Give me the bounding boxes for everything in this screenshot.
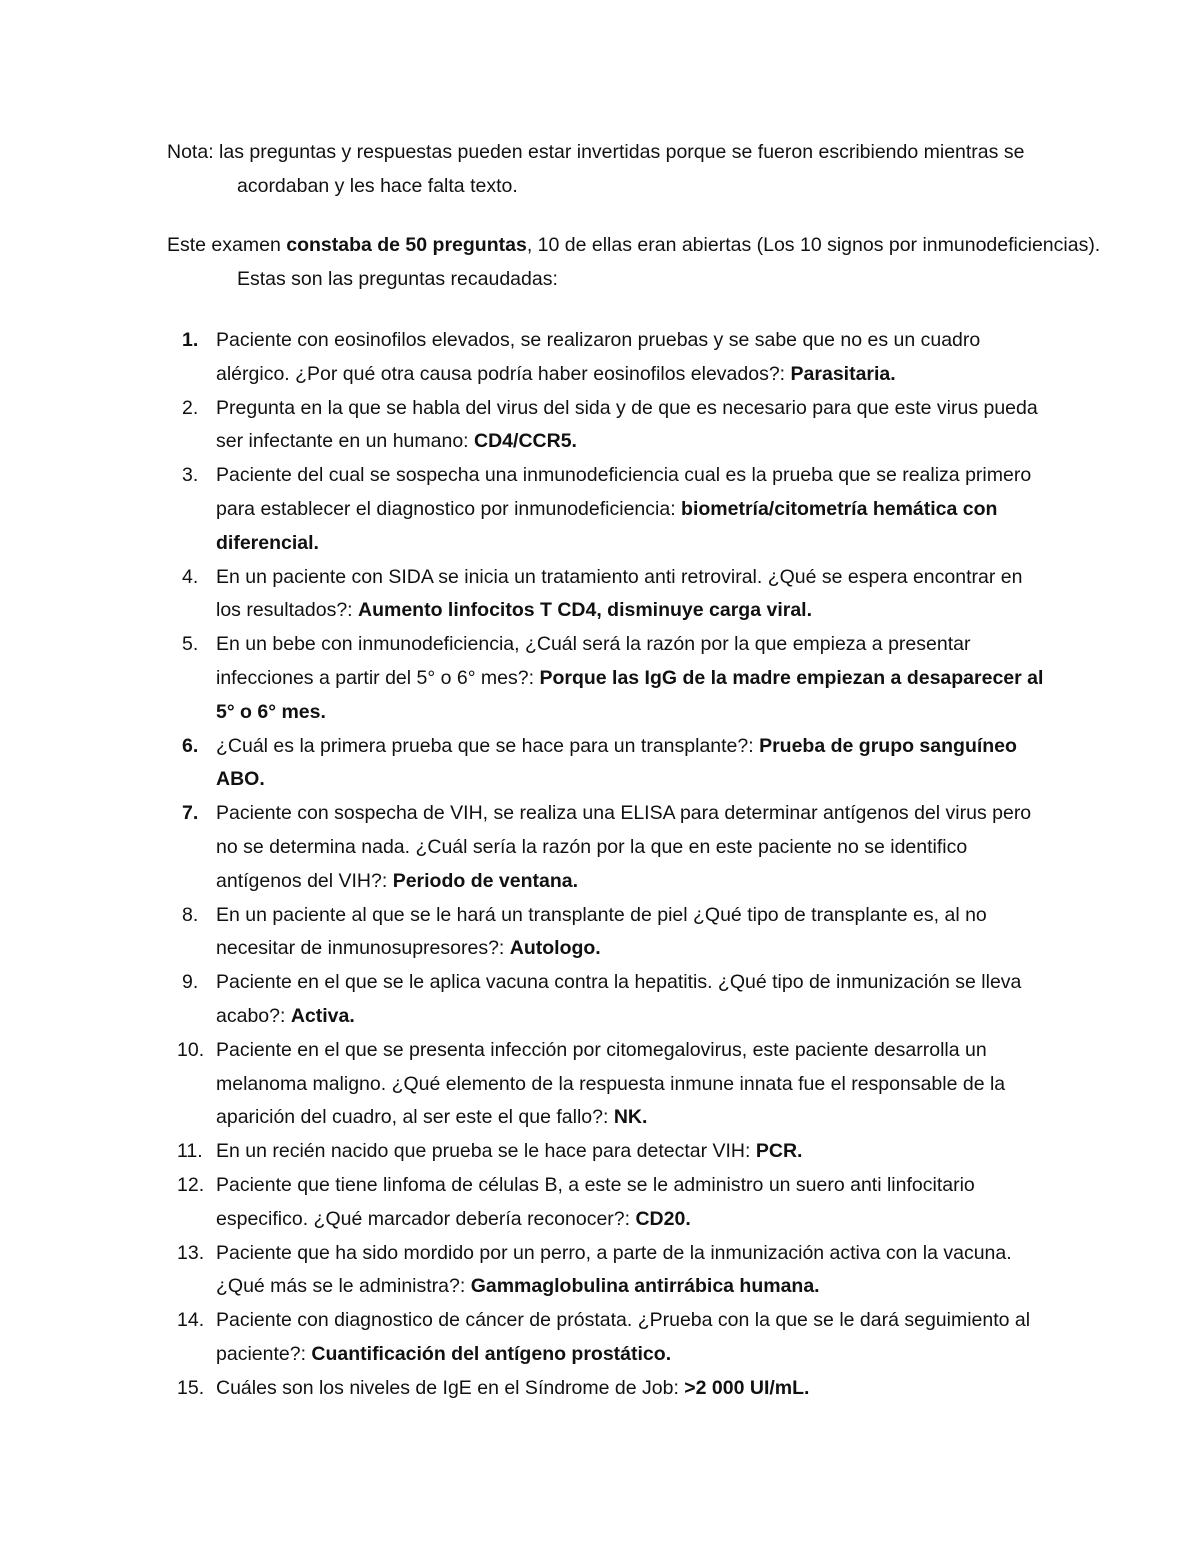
question-number: 1.	[182, 329, 199, 351]
answer-text: NK.	[613, 1106, 648, 1129]
question-text: Paciente en el que se le aplica vacuna contra la hepatitis. ¿Qué tipo de inmunización se lleva acabo?:	[216, 971, 1022, 1027]
question-text: Paciente con sospecha de VIH, se realiza una ELISA para determinar antígenos del virus pero no se determina nada. ¿Cuál sería la razón por la que en este paciente no se identifico antígenos del VIH?:	[216, 802, 1032, 892]
answer-text: Periodo de ventana.	[392, 869, 579, 892]
question-number: 15.	[177, 1376, 205, 1399]
answer-text: Gammaglobulina antirrábica humana.	[470, 1275, 820, 1298]
question-number: 8.	[182, 903, 199, 926]
list-item	[167, 797, 1047, 898]
question-number: 9.	[182, 971, 199, 994]
answer-text: Prueba de grupo sanguíneo ABO.	[216, 734, 1017, 791]
answer-text: Cuantificación del antígeno prostático.	[311, 1342, 672, 1365]
questions-list	[167, 324, 1047, 1406]
intro-suffix: , 10 de ellas eran abiertas (Los 10 signos por inmunodeficiencias). Estas son las preguntas recaudadas:	[237, 234, 1101, 290]
answer-text: Parasitaria.	[790, 362, 896, 385]
question-number: 12.	[177, 1173, 205, 1196]
list-item	[167, 730, 1047, 798]
note-text: Nota: las preguntas y respuestas pueden estar invertidas porque se fueron escribiendo mientras se acordaban y les hace falta texto.	[167, 141, 1025, 197]
intro-prefix: Este examen	[167, 234, 287, 256]
question-number: 7.	[182, 802, 199, 825]
answer-text: biometría/citometría hemática con diferencial.	[216, 497, 998, 554]
answer-text: CD20.	[635, 1207, 691, 1230]
question-number: 3.	[182, 464, 199, 487]
list-item	[167, 1135, 1047, 1169]
intro-paragraph	[167, 228, 1117, 296]
question-number: 13.	[177, 1241, 205, 1264]
answer-text: Autologo.	[509, 937, 601, 960]
answer-text: PCR.	[755, 1140, 803, 1163]
question-number: 10.	[177, 1038, 205, 1061]
question-number: 14.	[177, 1309, 205, 1332]
question-text: Paciente que ha sido mordido por un perro, a parte de la inmunización activa con la vacuna. ¿Qué más se le administra?:	[216, 1241, 1012, 1298]
question-number: 6.	[182, 734, 199, 757]
question-text: Paciente con diagnostico de cáncer de próstata. ¿Prueba con la que se le dará seguimiento al paciente?:	[216, 1309, 1031, 1365]
question-number: 2.	[182, 396, 199, 419]
question-text: En un paciente con SIDA se inicia un tratamiento anti retroviral. ¿Qué se espera encontrar en los resultados?:	[216, 565, 1023, 622]
list-item	[167, 966, 1047, 1034]
question-text: ¿Cuál es la primera prueba que se hace para un transplante?:	[216, 734, 760, 757]
question-text: En un bebe con inmunodeficiencia, ¿Cuál será la razón por la que empieza a presentar infecciones a partir del 5° o 6° mes?:	[216, 633, 971, 689]
answer-text: >2 000 UI/mL.	[684, 1376, 810, 1399]
question-text: Paciente que tiene linfoma de células B, a este se le administro un suero anti linfocitario especifico. ¿Qué marcador debería reconocer?:	[216, 1173, 975, 1230]
question-text: En un recién nacido que prueba se le hace para detectar VIH:	[216, 1140, 756, 1163]
list-item	[167, 1304, 1047, 1372]
answer-text: Aumento linfocitos T CD4, disminuye carga viral.	[358, 599, 813, 622]
list-item	[167, 628, 1047, 729]
question-number: 4.	[182, 565, 199, 588]
question-number: 11.	[177, 1140, 203, 1163]
list-item	[167, 1237, 1047, 1305]
list-item	[167, 1372, 1047, 1406]
question-number: 5.	[182, 633, 199, 656]
list-item	[167, 1169, 1047, 1237]
list-item	[167, 561, 1047, 629]
list-item	[167, 1034, 1047, 1135]
note-paragraph	[167, 135, 1117, 203]
answer-text: CD4/CCR5.	[474, 430, 577, 453]
list-item	[167, 899, 1047, 967]
question-text: Paciente con eosinofilos elevados, se realizaron pruebas y se sabe que no es un cuadro alérgico. ¿Por qué otra causa podría haber eosinofilos elevados?:	[216, 329, 981, 385]
answer-text: Activa.	[290, 1004, 355, 1027]
question-text: Cuáles son los niveles de IgE en el Síndrome de Job:	[216, 1376, 685, 1399]
list-item	[167, 324, 1047, 392]
question-text: Paciente en el que se presenta infección por citomegalovirus, este paciente desarrolla un melanoma maligno. ¿Qué elemento de la respuesta inmune innata fue el responsable de la aparición del cuadro, al ser este el que fallo?:	[216, 1038, 1006, 1129]
intro-bold: constaba de 50 preguntas	[286, 234, 527, 256]
list-item	[167, 392, 1047, 460]
answer-text: Porque las IgG de la madre empiezan a desaparecer al 5° o 6° mes.	[216, 666, 1044, 723]
question-text: Pregunta en la que se habla del virus del sida y de que es necesario para que este virus pueda ser infectante en un humano:	[216, 396, 1038, 453]
question-text: En un paciente al que se le hará un transplante de piel ¿Qué tipo de transplante es, al no necesitar de inmunosupresores?:	[216, 903, 987, 960]
list-item	[167, 459, 1047, 560]
question-text: Paciente del cual se sospecha una inmunodeficiencia cual es la prueba que se realiza primero para establecer el diagnostico por inmunodeficiencia:	[216, 464, 1032, 520]
